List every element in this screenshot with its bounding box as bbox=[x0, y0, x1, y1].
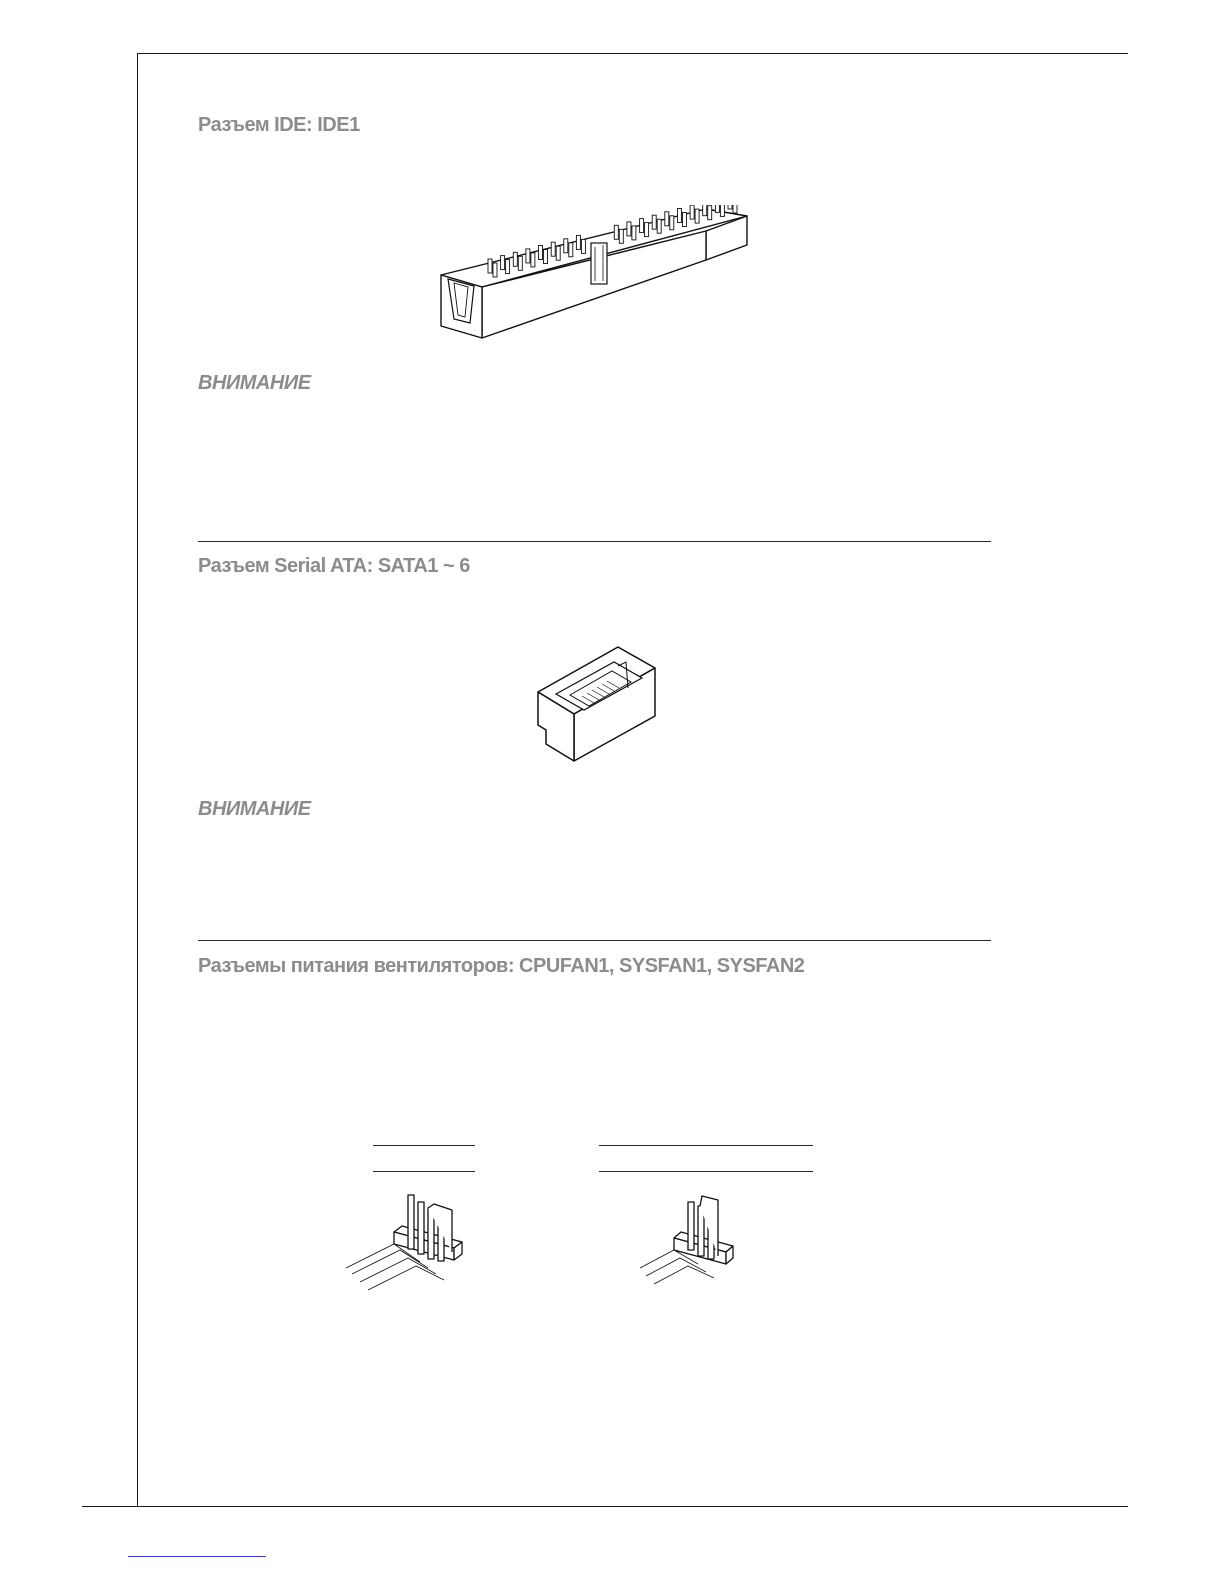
sata-section-heading: Разъем Serial ATA: SATA1 ~ 6 bbox=[198, 555, 470, 577]
fan3-caption-line bbox=[599, 1145, 813, 1146]
sata-connector-icon bbox=[534, 644, 660, 764]
page-frame-left bbox=[137, 53, 138, 1507]
section-divider bbox=[198, 940, 991, 941]
fan4-caption-line bbox=[373, 1145, 475, 1146]
ide-connector-icon bbox=[438, 205, 750, 343]
sata-warning-label: ВНИМАНИЕ bbox=[198, 798, 311, 820]
fan4-caption-line bbox=[373, 1171, 475, 1172]
fan-section-heading: Разъемы питания вентиляторов: CPUFAN1, SYSFAN1, SYSFAN2 bbox=[198, 955, 805, 977]
page-frame-top bbox=[137, 53, 1128, 54]
ide-section-heading: Разъем IDE: IDE1 bbox=[198, 114, 360, 136]
section-divider bbox=[198, 541, 991, 542]
footer-link-underline[interactable] bbox=[128, 1556, 266, 1557]
fan3-caption-line bbox=[599, 1171, 813, 1172]
page-frame-bottom bbox=[82, 1506, 1128, 1507]
ide-warning-label: ВНИМАНИЕ bbox=[198, 372, 311, 394]
fan-3pin-connector-icon bbox=[638, 1192, 738, 1296]
fan-4pin-connector-icon bbox=[344, 1190, 468, 1304]
